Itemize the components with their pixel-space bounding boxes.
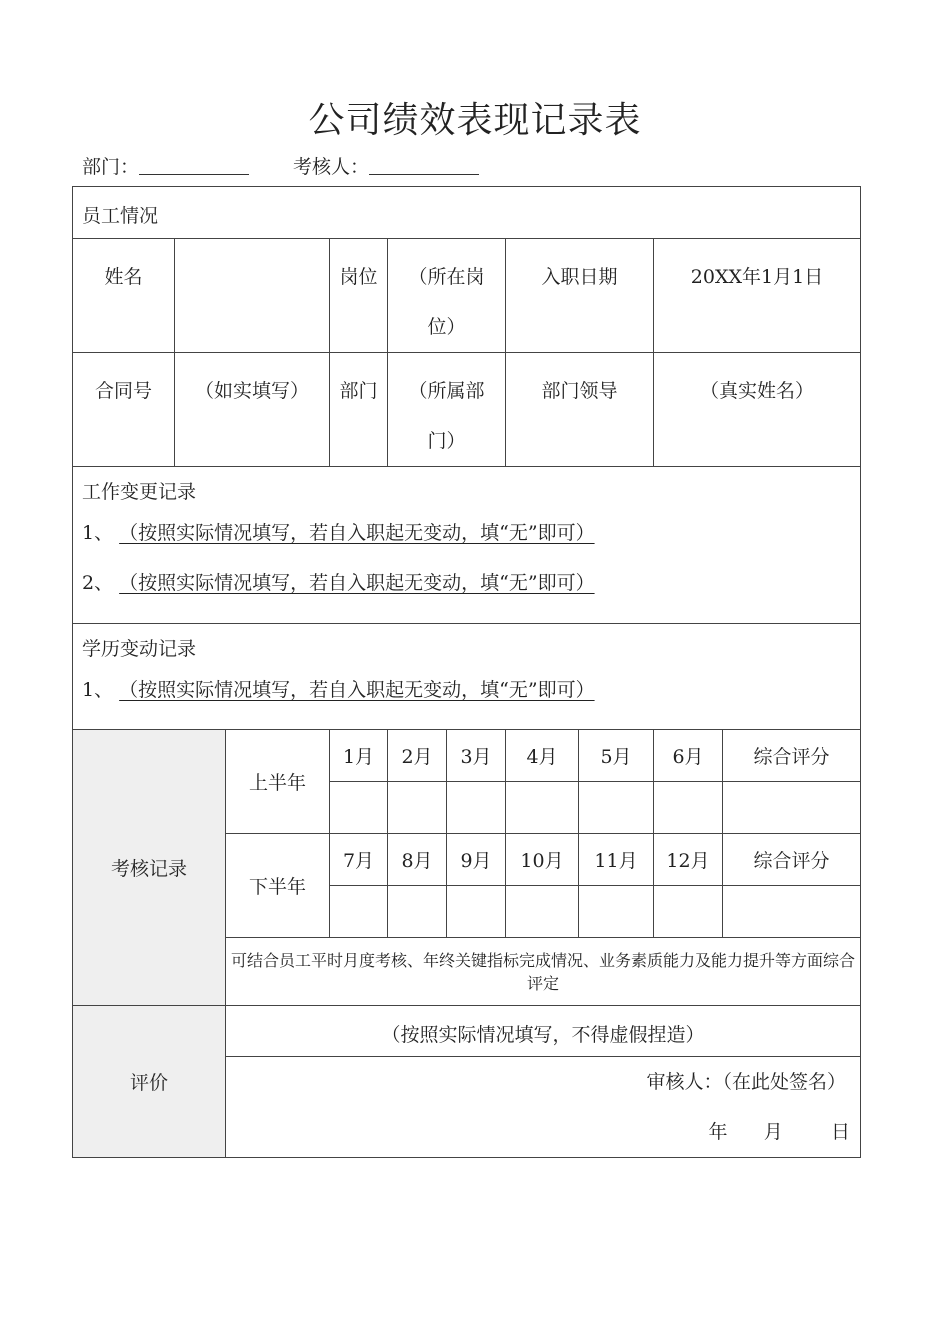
month-header: 10月 xyxy=(506,834,579,886)
month-header: 7月 xyxy=(330,834,388,886)
dept-blank-field[interactable] xyxy=(139,156,249,175)
leader-label: 部门领导 xyxy=(541,380,618,402)
assessment-label: 考核记录 xyxy=(73,730,226,1006)
dept-field-label: 部门 xyxy=(339,380,378,402)
month-header: 5月 xyxy=(579,730,654,782)
page-title: 公司绩效表现记录表 xyxy=(308,100,642,141)
join-date-label: 入职日期 xyxy=(541,266,618,288)
score-cell[interactable] xyxy=(388,886,447,938)
month-header: 3月 xyxy=(447,730,506,782)
contract-value[interactable]: （如实填写） xyxy=(194,380,309,402)
post-value[interactable]: （所在岗位） xyxy=(408,266,485,338)
employee-section-header: 员工情况 xyxy=(73,187,861,239)
month-header: 1月 xyxy=(330,730,388,782)
edu-change-header: 学历变动记录 xyxy=(82,638,197,660)
month-header: 4月 xyxy=(506,730,579,782)
second-half-label: 下半年 xyxy=(226,834,330,938)
name-value[interactable] xyxy=(175,239,329,252)
month-header: 8月 xyxy=(388,834,447,886)
job-change-section xyxy=(73,467,861,624)
dept-label: 部门： xyxy=(82,156,140,178)
score-cell[interactable] xyxy=(579,886,654,938)
month-header: 9月 xyxy=(447,834,506,886)
overall-score-header: 综合评分 xyxy=(723,730,861,782)
leader-value[interactable]: （真实姓名） xyxy=(700,380,815,402)
score-cell[interactable] xyxy=(506,782,579,834)
score-cell[interactable] xyxy=(447,782,506,834)
month-header: 2月 xyxy=(388,730,447,782)
post-label: 岗位 xyxy=(339,266,378,288)
job-change-item[interactable]: 2、 （按照实际情况填写，若自入职起无变动，填“无”即可） xyxy=(82,572,595,594)
overall-score-cell[interactable] xyxy=(723,886,861,938)
name-label: 姓名 xyxy=(104,266,143,288)
first-half-label: 上半年 xyxy=(226,730,330,834)
score-cell[interactable] xyxy=(654,886,723,938)
form-meta xyxy=(82,152,479,179)
month-header: 12月 xyxy=(654,834,723,886)
score-cell[interactable] xyxy=(579,782,654,834)
month-header: 6月 xyxy=(654,730,723,782)
join-date-value[interactable]: 20XX年1月1日 xyxy=(690,266,824,288)
evaluation-instruction[interactable]: （按照实际情况填写，不得虚假捏造） xyxy=(226,1006,861,1057)
edu-change-item[interactable]: 1、 （按照实际情况填写，若自入职起无变动，填“无”即可） xyxy=(82,679,595,701)
reviewer-blank-field[interactable] xyxy=(369,156,479,175)
edu-change-section xyxy=(73,624,861,730)
score-cell[interactable] xyxy=(506,886,579,938)
evaluation-date[interactable]: 年 月 日 xyxy=(226,1107,861,1158)
overall-score-header: 综合评分 xyxy=(723,834,861,886)
score-cell[interactable] xyxy=(388,782,447,834)
score-cell[interactable] xyxy=(330,886,388,938)
contract-label: 合同号 xyxy=(94,380,152,402)
performance-table xyxy=(72,186,861,1158)
month-header: 11月 xyxy=(579,834,654,886)
score-cell[interactable] xyxy=(654,782,723,834)
dept-value[interactable]: （所属部门） xyxy=(408,380,485,452)
score-cell[interactable] xyxy=(447,886,506,938)
score-cell[interactable] xyxy=(330,782,388,834)
overall-score-cell[interactable] xyxy=(723,782,861,834)
assessment-note: 可结合员工平时月度考核、年终关键指标完成情况、业务素质能力及能力提升等方面综合评定 xyxy=(226,938,861,1006)
evaluation-label: 评价 xyxy=(73,1006,226,1158)
job-change-item[interactable]: 1、 （按照实际情况填写，若自入职起无变动，填“无”即可） xyxy=(82,522,595,544)
reviewer-signature[interactable]: 审核人：（在此处签名） xyxy=(226,1057,861,1108)
job-change-header: 工作变更记录 xyxy=(82,481,197,503)
reviewer-label: 考核人： xyxy=(293,156,370,178)
